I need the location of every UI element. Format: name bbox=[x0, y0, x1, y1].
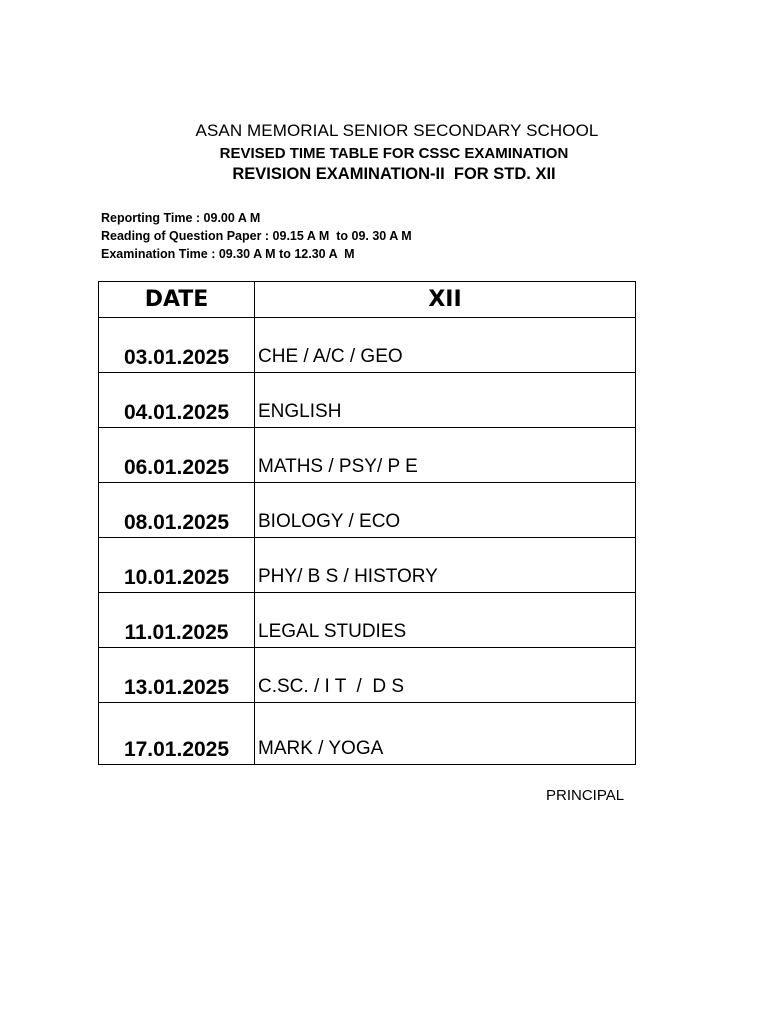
exam-subject: CHE / A/C / GEO bbox=[255, 318, 636, 373]
exam-date: 06.01.2025 bbox=[99, 428, 255, 483]
class-column-header: XII bbox=[255, 282, 636, 318]
table-row bbox=[99, 703, 636, 765]
table-row bbox=[99, 483, 636, 538]
exam-subject: LEGAL STUDIES bbox=[255, 593, 636, 648]
exam-subject: BIOLOGY / ECO bbox=[255, 483, 636, 538]
principal-signature-label: PRINCIPAL bbox=[546, 787, 625, 804]
table-row bbox=[99, 538, 636, 593]
exam-date: 10.01.2025 bbox=[99, 538, 255, 593]
date-column-header: DATE bbox=[99, 282, 255, 318]
exam-date: 08.01.2025 bbox=[99, 483, 255, 538]
table-header-row bbox=[99, 282, 636, 318]
table-row bbox=[99, 373, 636, 428]
exam-date: 11.01.2025 bbox=[99, 593, 255, 648]
exam-timetable bbox=[98, 281, 636, 765]
exam-subject: MATHS / PSY/ P E bbox=[255, 428, 636, 483]
table-row bbox=[99, 593, 636, 648]
exam-subject: C.SC. / I T / D S bbox=[255, 648, 636, 703]
table-row bbox=[99, 318, 636, 373]
reading-time: Reading of Question Paper : 09.15 A M to 09. 30 A M bbox=[101, 229, 412, 243]
exam-date: 13.01.2025 bbox=[99, 648, 255, 703]
table-row bbox=[99, 648, 636, 703]
timetable-title: REVISED TIME TABLE FOR CSSC EXAMINATION bbox=[219, 145, 569, 162]
exam-subject: ENGLISH bbox=[255, 373, 636, 428]
examination-time: Examination Time : 09.30 A M to 12.30 A M bbox=[101, 247, 355, 261]
exam-date: 04.01.2025 bbox=[99, 373, 255, 428]
exam-date: 17.01.2025 bbox=[99, 703, 255, 765]
exam-subject: MARK / YOGA bbox=[255, 703, 636, 765]
reporting-time: Reporting Time : 09.00 A M bbox=[101, 211, 261, 225]
exam-subject: PHY/ B S / HISTORY bbox=[255, 538, 636, 593]
school-name: ASAN MEMORIAL SENIOR SECONDARY SCHOOL bbox=[195, 121, 599, 140]
exam-title: REVISION EXAMINATION-II FOR STD. XII bbox=[232, 165, 556, 183]
table-row bbox=[99, 428, 636, 483]
exam-date: 03.01.2025 bbox=[99, 318, 255, 373]
